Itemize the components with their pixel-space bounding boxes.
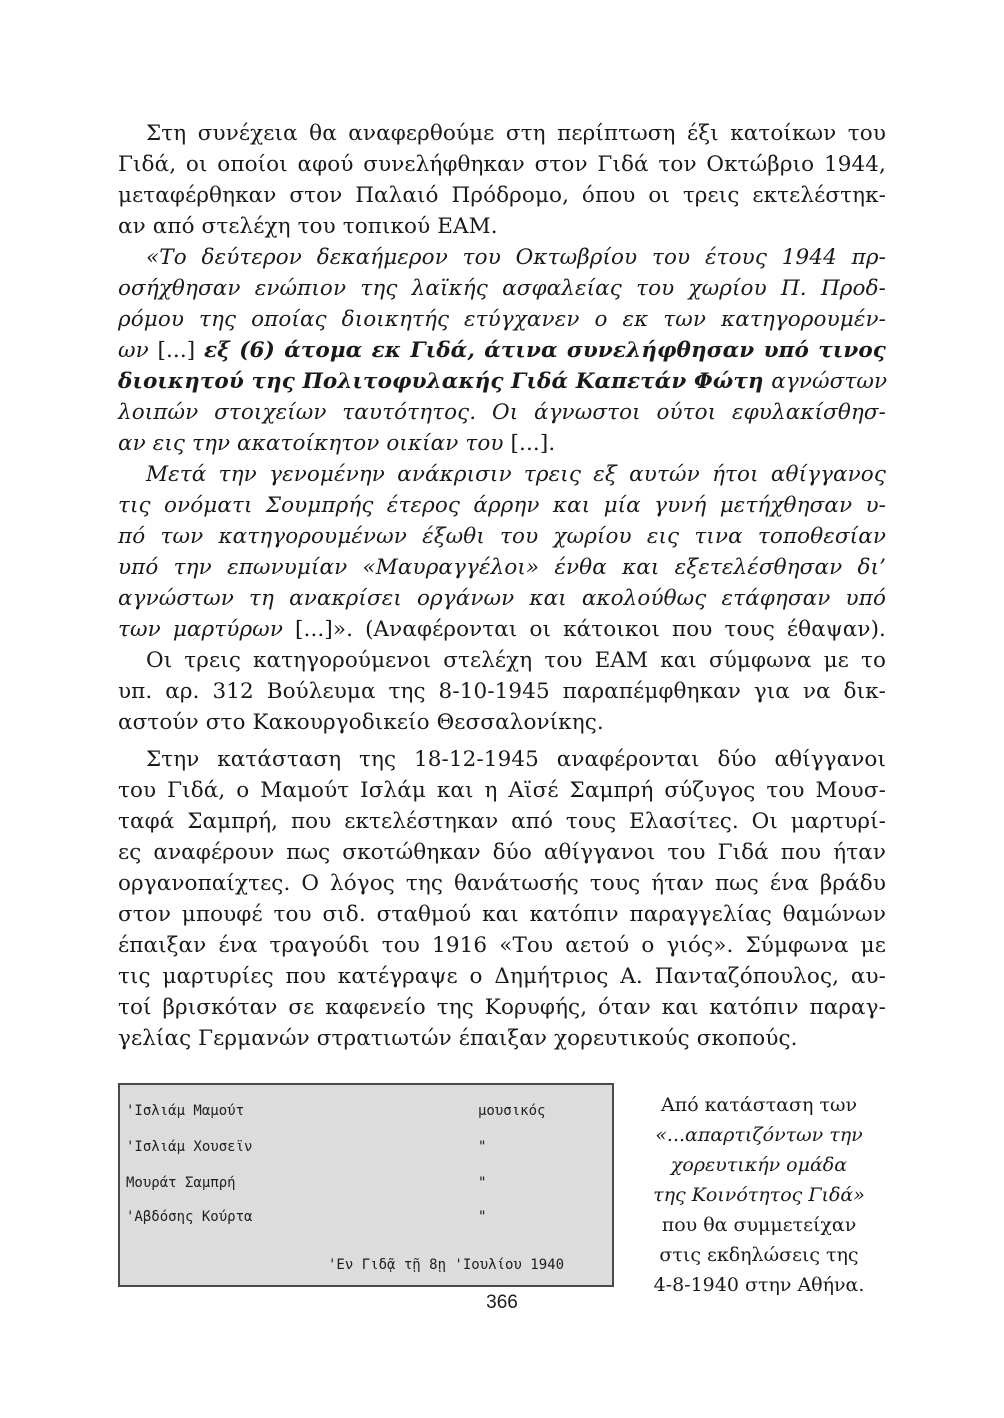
text-run: υπ. αρ. 312 Βούλευμα της 8-10-1945 παραπέμφθηκαν για να δικ- xyxy=(118,679,886,704)
text-line xyxy=(118,868,886,899)
page-number: 366 xyxy=(486,1292,518,1313)
text-run: τις ονόματι Σουμπρής έτερος άρρην και μία γυνή μετήχθησαν υ- xyxy=(118,493,886,518)
text-line xyxy=(118,676,886,707)
list-item xyxy=(126,1139,606,1161)
occupation: " xyxy=(478,1175,487,1191)
text-run: ων xyxy=(118,338,158,363)
text-run: έπαιξαν ένα τραγούδι του 1916 «Του αετού ο γιός». Σύμφωνα με xyxy=(118,933,886,958)
text-run: Στη συνέχεια θα αναφερθούμε στη περίπτωση έξι κατοίκων του xyxy=(146,121,886,146)
text-line xyxy=(118,397,886,428)
text-run: οσήχθησαν ενώπιον της λαϊκής ασφαλείας του χωρίου Π. Προδ- xyxy=(118,276,886,301)
text-line xyxy=(118,552,886,583)
text-run: ες αναφέρουν πως σκοτώθηκαν δύο αθίγγανοι του Γιδά που ήταν xyxy=(118,840,886,865)
list-item xyxy=(126,1209,606,1231)
text-run: τοί βρισκόταν σε καφενείο της Κορυφής, όταν και κατόπιν παραγ- xyxy=(118,995,886,1020)
text-run: Οι τρεις κατηγορούμενοι στελέχη του ΕΑΜ και σύμφωνα με το xyxy=(146,648,886,673)
text-run: διοικητού της Πολιτοφυλακής Γιδά Καπετάν Φώτη xyxy=(118,369,772,394)
text-run: «Το δεύτερον δεκαήμερον του Οκτωβρίου του έτους 1944 πρ- xyxy=(146,245,886,270)
text-run: αν από στελέχη του τοπικού ΕΑΜ. xyxy=(118,214,498,239)
text-line xyxy=(118,118,886,149)
text-run: ταφά Σαμπρή, που εκτελέστηκαν από τους Ελασίτες. Οι μαρτυρί- xyxy=(118,809,886,834)
text-run: του Γιδά, ο Μαμούτ Ισλάμ και η Αϊσέ Σαμπρή σύζυγος του Μουσ- xyxy=(118,778,886,803)
list-item xyxy=(126,1175,606,1197)
text-line xyxy=(118,961,886,992)
text-line xyxy=(118,744,886,775)
list-date: 'Εν Γιδᾷ τῇ 8ῃ 'Ιουλίου 1940 xyxy=(328,1257,565,1273)
figure-caption xyxy=(628,1090,890,1300)
text-line xyxy=(118,614,886,645)
person-name: 'Αβδόσης Κούρτα xyxy=(126,1209,253,1225)
text-line xyxy=(118,806,886,837)
text-run: Γιδά, οι οποίοι αφού συνελήφθηκαν στον Γιδά τον Οκτώβριο 1944, xyxy=(118,152,886,177)
text-run: γελίας Γερμανών στρατιωτών έπαιξαν χορευτικούς σκοπούς. xyxy=(118,1026,798,1051)
text-run: αγνώστων τη ανακρίσει οργάνων και ακολούθως ετάφησαν υπό xyxy=(118,586,886,611)
text-run: στον μπουφέ του σιδ. σταθμού και κατόπιν παραγγελίας θαμώνων xyxy=(118,902,886,927)
text-line xyxy=(118,273,886,304)
text-line xyxy=(118,583,886,614)
text-line xyxy=(118,459,886,490)
text-line xyxy=(118,366,886,397)
text-run: [...]. xyxy=(510,431,556,456)
text-line xyxy=(118,899,886,930)
text-run: αστούν στο Κακουργοδικείο Θεσσαλονίκης. xyxy=(118,710,604,735)
text-run: υπό την επωνυμίαν «Μαυραγγέλοι» ένθα και εξετελέσθησαν δι’ xyxy=(118,555,886,580)
text-run: αν εις την ακατοίκητον οικίαν του xyxy=(118,431,511,456)
body-text-block-1 xyxy=(118,118,886,738)
text-run: λοιπών στοιχείων ταυτότητος. Οι άγνωστοι ούτοι εφυλακίσθησ- xyxy=(118,400,886,425)
text-line xyxy=(118,930,886,961)
text-run: Μετά την γενομένην ανάκρισιν τρεις εξ αυτών ήτοι αθίγγανος xyxy=(146,462,886,487)
occupation: " xyxy=(478,1139,487,1155)
text-run: τις μαρτυρίες που κατέγραψε ο Δημήτριος Α. Πανταζόπουλος, αυ- xyxy=(118,964,886,989)
body-text-block-2 xyxy=(118,744,886,1054)
text-run: ρόμου της οποίας διοικητής ετύγχανεν ο εκ των κατηγορουμέν- xyxy=(118,307,886,332)
text-line xyxy=(118,211,886,242)
caption-line: της Κοινότητος Γιδά» xyxy=(653,1184,865,1206)
archival-list-image xyxy=(118,1083,614,1287)
text-run: [...] xyxy=(157,338,204,363)
occupation: μουσικός xyxy=(478,1103,546,1119)
text-line xyxy=(118,242,886,273)
text-line xyxy=(118,837,886,868)
text-line xyxy=(118,521,886,552)
caption-line: που θα συμμετείχαν xyxy=(661,1214,857,1236)
text-run: των μαρτύρων xyxy=(118,617,296,642)
text-run: Στην κατάσταση της 18-12-1945 αναφέρονται δύο αθίγγανοι xyxy=(146,747,886,772)
text-run: εξ (6) άτομα εκ Γιδά, άτινα συνελήφθησαν υπό τινος xyxy=(203,338,886,363)
person-name: Μουράτ Σαμπρή xyxy=(126,1175,236,1191)
occupation: " xyxy=(478,1209,487,1225)
text-run: οργανοπαίχτες. Ο λόγος της θανάτωσής τους ήταν πως ένα βράδυ xyxy=(118,871,886,896)
caption-line: Από κατάσταση των xyxy=(661,1094,857,1116)
text-line xyxy=(118,149,886,180)
text-line xyxy=(118,428,886,459)
caption-line: 4-8-1940 στην Αθήνα. xyxy=(653,1274,865,1296)
person-name: 'Ισλιάμ Χουσεϊν xyxy=(126,1139,253,1155)
caption-line: «...απαρτιζόντων την xyxy=(655,1124,863,1146)
text-run: [...]». (Αναφέρονται οι κάτοικοι που τους έθαψαν). xyxy=(295,617,886,642)
text-line xyxy=(118,645,886,676)
text-line xyxy=(118,180,886,211)
list-item xyxy=(126,1103,606,1125)
text-line xyxy=(118,335,886,366)
text-line xyxy=(118,304,886,335)
text-run: αγνώστων xyxy=(771,369,888,394)
text-run: πό των κατηγορουμένων έξωθι του χωρίου εις τινα τοποθεσίαν xyxy=(118,524,886,549)
text-line xyxy=(118,490,886,521)
text-line xyxy=(118,707,886,738)
person-name: 'Ισλιάμ Μαμούτ xyxy=(126,1103,245,1119)
text-line xyxy=(118,775,886,806)
text-line xyxy=(118,992,886,1023)
caption-line: στις εκδηλώσεις της xyxy=(659,1244,859,1266)
text-run: μεταφέρθηκαν στον Παλαιό Πρόδρομο, όπου οι τρεις εκτελέστηκ- xyxy=(118,183,886,208)
caption-line: χορευτικήν ομάδα xyxy=(670,1154,848,1176)
text-line xyxy=(118,1023,886,1054)
